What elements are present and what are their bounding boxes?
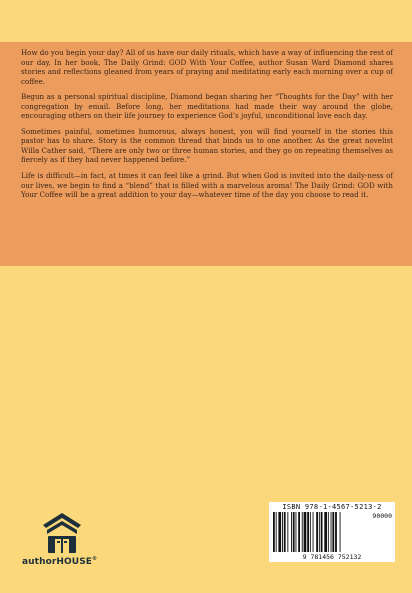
- barcode-bar: [304, 512, 307, 552]
- registered-mark: ®: [92, 556, 98, 562]
- barcode-bar: [293, 512, 295, 552]
- barcode-bars: [273, 512, 357, 552]
- barcode-bar: [324, 512, 327, 552]
- barcode-bar: [331, 512, 332, 552]
- barcode-bar: [278, 512, 281, 552]
- house-book-icon: [42, 512, 82, 554]
- barcode-bar: [296, 512, 297, 552]
- barcode-number: 9 781456 752132: [302, 553, 362, 561]
- blurb-paragraph-1: How do you begin your day? All of us have our daily rituals, which have a way of influencing the rest of our day. In her book, The Daily Grind: GOD With Your Coffee, author Susan Ward Diamond shares stories and reflections gleaned from years of praying and meditating early each morning over a cup of coffee.: [21, 48, 394, 86]
- price-code: 90000: [372, 512, 392, 520]
- barcode-bar: [287, 512, 288, 552]
- barcode-bar: [316, 512, 318, 552]
- publisher-logo: [22, 512, 112, 572]
- barcode-bar: [332, 512, 334, 552]
- barcode-bar: [335, 512, 337, 552]
- publisher-name: [22, 556, 97, 567]
- barcode-bar: [319, 512, 320, 552]
- isbn-label: ISBN 978-1-4567-5213-2: [282, 503, 382, 511]
- blurb-paragraph-2: Begun as a personal spiritual discipline, Diamond began sharing her “Thoughts for the Day” with her congregation by email. Before long, her meditations had made their way around the globe, encouraging others on their life journey to experience God’s joyful, unconditional love each day.: [21, 92, 393, 121]
- barcode-bar: [298, 512, 300, 552]
- barcode-bar: [291, 512, 292, 552]
- barcode-bar: [310, 512, 311, 552]
- barcode-bar: [321, 512, 323, 552]
- barcode-bar: [282, 512, 283, 552]
- blurb-paragraph-3: Sometimes painful, sometimes humorous, always honest, you will find yourself in the stories this pastor has to share. Story is the common thread that binds us to one another. As the great novelist Willa Cather said, “There are only two or three human stories, and they go on repeating themselves as fiercely as if they had never happened before.”: [21, 126, 393, 165]
- back-cover-blurb: [21, 48, 393, 206]
- publisher-name-text: authorHOUSE: [22, 557, 93, 567]
- barcode-bar: [302, 512, 303, 552]
- blurb-paragraph-4: Life is difficult—in fact, at times it can feel like a grind. But when God is invited into the daily-ness of our lives, we begin to find a “blend” that is filled with a marvelous aroma! The Daily Grind: GOD with Your Coffee will be a great addition to your day—whatever time of the day you choose to read it.: [21, 171, 393, 200]
- barcode-bar: [284, 512, 286, 552]
- barcode-bar: [276, 512, 277, 552]
- barcode-bar: [340, 512, 341, 552]
- barcode-bar: [313, 512, 314, 552]
- barcode-bar: [307, 512, 309, 552]
- barcode-bar: [273, 512, 275, 552]
- isbn-barcode: [269, 502, 395, 562]
- barcode-bar: [328, 512, 329, 552]
